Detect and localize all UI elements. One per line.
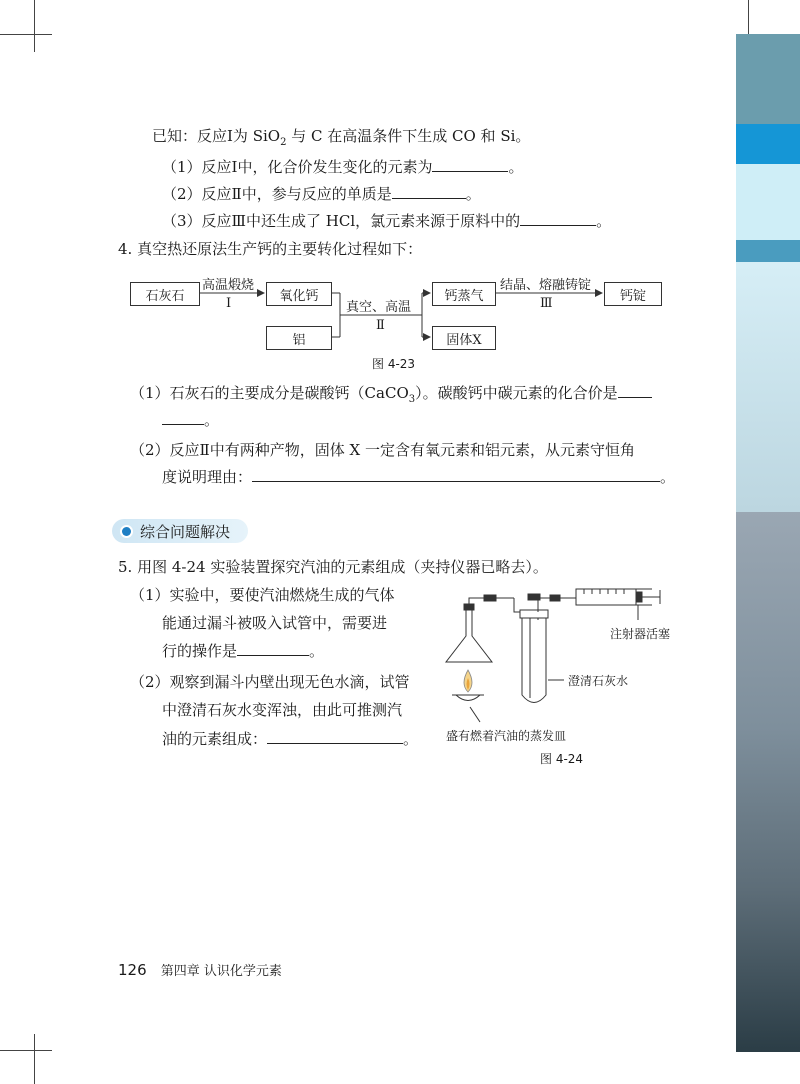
label-step-2: Ⅱ [376, 318, 385, 333]
test-tube [522, 612, 546, 703]
chapter-title: 第四章 认识化学元素 [160, 964, 282, 979]
question-4-title: 4. 真空热还原法生产钙的主要转化过程如下： [118, 240, 423, 258]
funnel-shape [446, 608, 492, 662]
question-5-part-2-line-3: 油的元素组成： 。 [162, 730, 419, 748]
box-aluminum: 铝 [266, 326, 332, 350]
question-3-part-3: （3）反应Ⅲ中还生成了 HCl，氯元素来源于原料中的 。 [162, 212, 612, 230]
question-5-title: 5. 用图 4-24 实验装置探究汽油的元素组成（夹持仪器已略去）。 [118, 558, 548, 576]
figure-4-24-caption: 图 4-24 [540, 752, 584, 766]
label-calcination: 高温煅烧 [202, 278, 255, 293]
label-syringe-plunger: 注射器活塞 [610, 627, 671, 641]
page-footer [118, 960, 282, 979]
question-5-part-2-line-2: 中澄清石灰水变浑浊，由此可推测汽 [162, 701, 403, 719]
evaporating-dish [456, 695, 480, 701]
label-vacuum-high-temp: 真空、高温 [346, 300, 412, 315]
question-4-part-2: （2）反应Ⅱ中有两种产物，固体 X 一定含有氧元素和铝元素，从元素守恒角 [130, 441, 635, 459]
box-solid-x: 固体X [432, 326, 496, 350]
box-limestone: 石灰石 [130, 282, 200, 306]
box-calcium-ingot: 钙锭 [604, 282, 662, 306]
question-5-part-2-line-1: （2）观察到漏斗内壁出现无色水滴，试管 [130, 673, 410, 691]
question-4-part-2-cont: 度说明理由： 。 [162, 468, 676, 486]
label-limewater: 澄清石灰水 [568, 674, 629, 688]
label-evaporating-dish: 盛有燃着汽油的蒸发皿 [446, 729, 567, 743]
question-3-part-2: （2）反应Ⅱ中，参与反应的单质是 。 [162, 185, 481, 203]
box-calcium-oxide: 氧化钙 [266, 282, 332, 306]
page-number: 126 [118, 961, 147, 979]
question-4-part-1: （1）石灰石的主要成分是碳酸钙（CaCO$_3$）。碳酸钙中碳元素的化合价是 [130, 383, 652, 410]
question-4-part-1-cont: 。 [162, 410, 219, 430]
label-crystallize-cast: 结晶、熔融铸锭 [500, 278, 592, 293]
figure-4-23-caption: 图 4-23 [372, 357, 416, 371]
known-text: 已知：反应Ⅰ为 SiO$_2$ 与 C 在高温条件下生成 CO 和 Si。 [152, 127, 531, 148]
syringe-barrel [576, 589, 636, 605]
question-5-part-1-line-1: （1）实验中，要使汽油燃烧生成的气体 [130, 586, 395, 604]
question-5-part-1-line-2: 能通过漏斗被吸入试管中，需要进 [162, 614, 388, 632]
box-calcium-vapor: 钙蒸气 [432, 282, 496, 306]
section-heading-label: 综合问题解决 [140, 522, 231, 541]
question-3-part-1: （1）反应Ⅰ中，化合价发生变化的元素为 。 [162, 158, 524, 176]
label-step-3: Ⅲ [540, 296, 553, 311]
question-5-part-1-line-3: 行的操作是 。 [162, 642, 325, 660]
label-step-1: Ⅰ [226, 296, 232, 311]
